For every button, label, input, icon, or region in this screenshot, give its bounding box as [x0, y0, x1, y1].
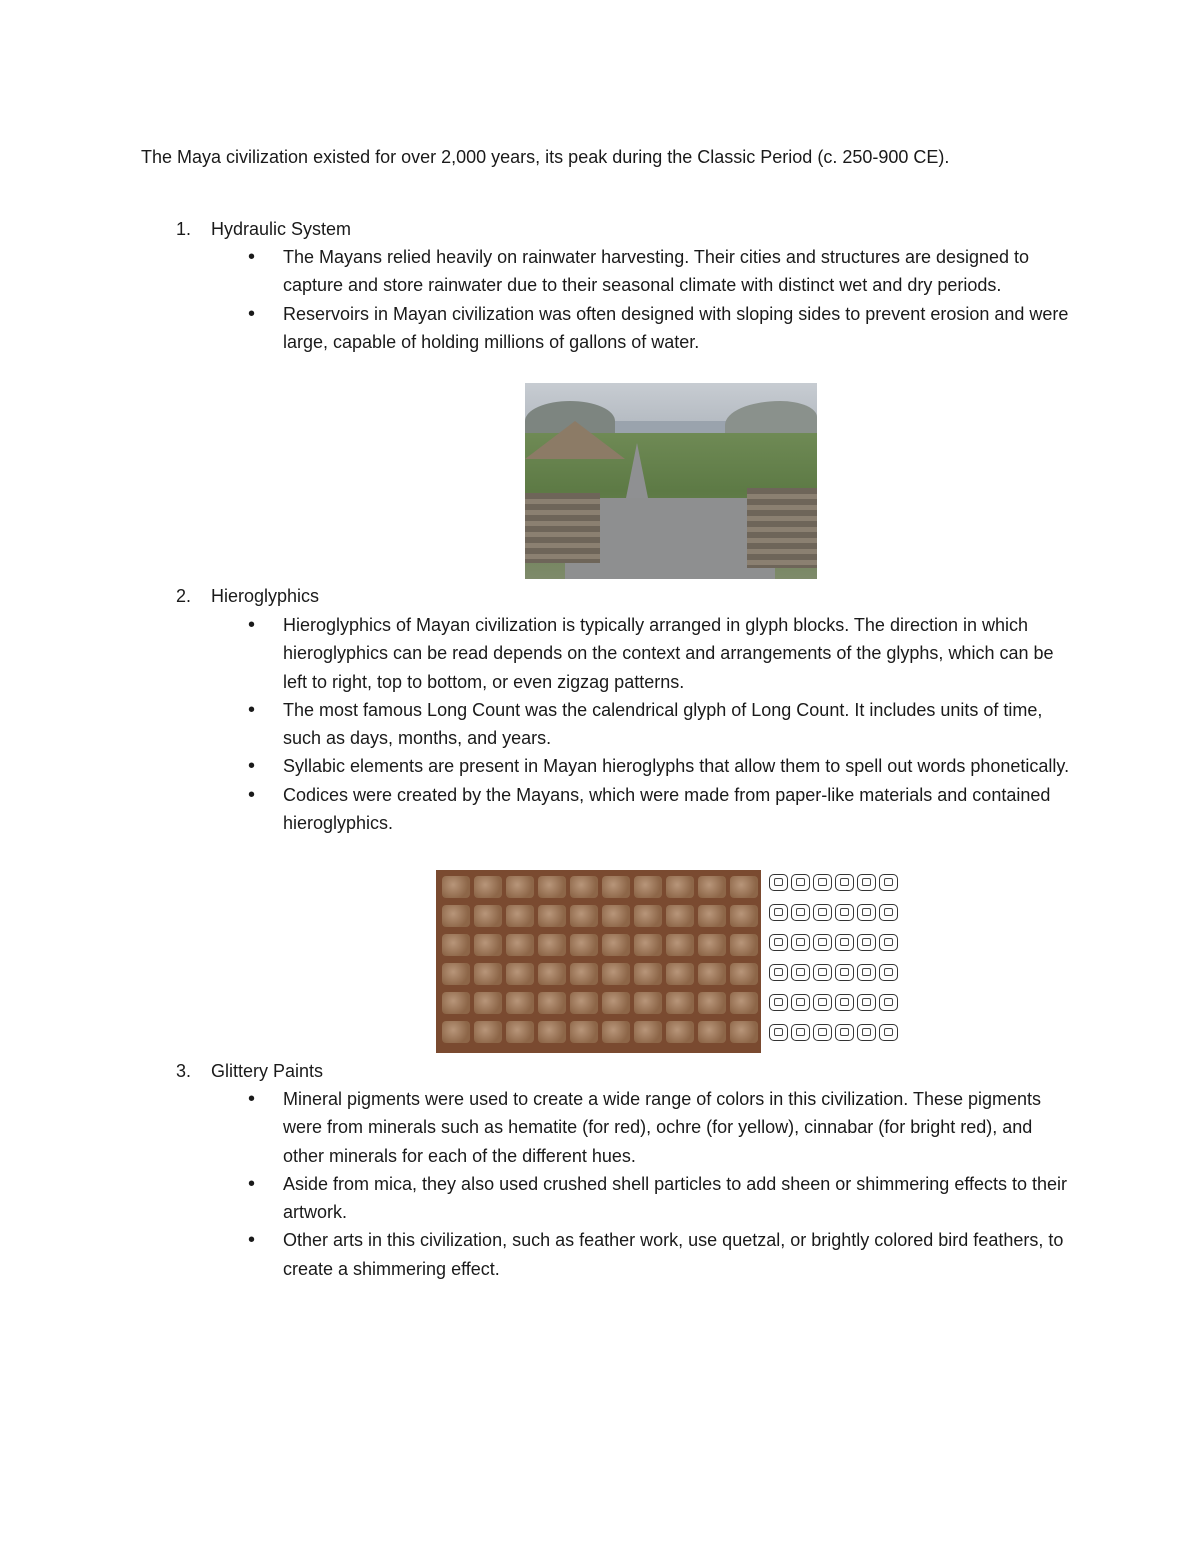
- glyph-block: [634, 992, 662, 1014]
- glyph-block: [698, 1021, 726, 1043]
- glyph-symbol: [835, 994, 854, 1011]
- glyph-block: [570, 876, 598, 898]
- glyph-block: [570, 963, 598, 985]
- glyph-block: [570, 905, 598, 927]
- glyph-block: [634, 963, 662, 985]
- section-heading-hydraulic: [176, 215, 351, 243]
- glyph-block: [538, 1021, 566, 1043]
- glyph-block: [570, 934, 598, 956]
- glyph-symbol: [769, 994, 788, 1011]
- glyph-block: [602, 1021, 630, 1043]
- glyph-block: [442, 963, 470, 985]
- glyph-block: [442, 992, 470, 1014]
- bullet-list-hieroglyphics: [248, 611, 1078, 837]
- glyph-block: [602, 876, 630, 898]
- glyph-block: [506, 963, 534, 985]
- bullet-list-hydraulic: [248, 243, 1078, 356]
- glyph-symbol: [791, 904, 810, 921]
- glyph-symbol: [857, 994, 876, 1011]
- glyph-block: [474, 934, 502, 956]
- glyph-block: [666, 905, 694, 927]
- glyph-symbol: [879, 934, 898, 951]
- glyph-symbol: [879, 1024, 898, 1041]
- glyph-symbol: [791, 934, 810, 951]
- glyph-block: [538, 905, 566, 927]
- list-item: • Reservoirs in Mayan civilization was often designed with sloping sides to prevent erosion and were large, capable of holding millions of gallons of water.: [248, 300, 1078, 357]
- section-title: Glittery Paints: [211, 1061, 324, 1081]
- glyph-symbol: [791, 1024, 810, 1041]
- glyph-block: [442, 876, 470, 898]
- glyph-block: [602, 963, 630, 985]
- glyph-symbol: [813, 874, 832, 891]
- list-item: • Mineral pigments were used to create a wide range of colors in this civilization. These pigments were from minerals such as hematite (for red), ochre (for yellow), cinnabar (for bright red), and other minerals for each of the different hues.: [248, 1085, 1078, 1170]
- glyph-symbol: [879, 964, 898, 981]
- glyph-block: [538, 934, 566, 956]
- glyph-block: [506, 992, 534, 1014]
- glyph-block: [698, 963, 726, 985]
- section-number: 1.: [176, 219, 192, 239]
- list-item: • Hieroglyphics of Mayan civilization is typically arranged in glyph blocks. The direction in which hieroglyphics can be read depends on the context and arrangements of the glyphs, which can be left to right, top to bottom, or even zigzag patterns.: [248, 611, 1078, 696]
- glyph-block: [474, 992, 502, 1014]
- section-title: Hydraulic System: [211, 219, 352, 239]
- glyph-block: [442, 905, 470, 927]
- glyph-block: [602, 905, 630, 927]
- glyph-symbol: [857, 904, 876, 921]
- list-item: • Syllabic elements are present in Mayan hieroglyphs that allow them to spell out words phonetically.: [248, 752, 1078, 780]
- glyph-symbol: [857, 1024, 876, 1041]
- bullet-list-glittery-paints: [248, 1085, 1078, 1283]
- section-heading-glittery-paints: [176, 1057, 323, 1085]
- glyph-block: [698, 905, 726, 927]
- glyph-symbol: [835, 874, 854, 891]
- glyph-block: [474, 905, 502, 927]
- list-item: • Other arts in this civilization, such as feather work, use quetzal, or brightly colored bird feathers, to create a shimmering effect.: [248, 1226, 1078, 1283]
- glyph-block: [506, 934, 534, 956]
- glyph-symbol: [813, 934, 832, 951]
- list-item: • The most famous Long Count was the calendrical glyph of Long Count. It includes units of time, such as days, months, and years.: [248, 696, 1078, 753]
- glyph-block: [506, 876, 534, 898]
- list-item: • Codices were created by the Mayans, which were made from paper-like materials and contained hieroglyphics.: [248, 781, 1078, 838]
- glyph-block: [730, 876, 758, 898]
- glyph-symbol: [879, 904, 898, 921]
- glyph-symbol: [791, 964, 810, 981]
- glyph-symbol: [791, 874, 810, 891]
- glyph-block: [570, 992, 598, 1014]
- glyph-block: [698, 876, 726, 898]
- glyph-block: [602, 992, 630, 1014]
- glyph-block: [474, 876, 502, 898]
- glyph-block: [634, 1021, 662, 1043]
- glyph-block: [666, 1021, 694, 1043]
- glyph-symbol: [879, 874, 898, 891]
- glyph-block: [730, 934, 758, 956]
- glyph-block: [538, 992, 566, 1014]
- glyph-symbol: [857, 874, 876, 891]
- glyph-block: [730, 963, 758, 985]
- teotihuacan-photo: [525, 383, 817, 579]
- glyph-block: [730, 992, 758, 1014]
- section-number: 3.: [176, 1061, 192, 1081]
- glyph-symbol: [813, 994, 832, 1011]
- glyph-symbol: [835, 964, 854, 981]
- section-number: 2.: [176, 586, 192, 606]
- glyph-block: [634, 905, 662, 927]
- glyph-block: [634, 934, 662, 956]
- glyph-symbol: [813, 904, 832, 921]
- glyph-block: [442, 1021, 470, 1043]
- glyph-blocks-photo: [436, 870, 761, 1053]
- glyph-block: [666, 992, 694, 1014]
- glyph-block: [698, 992, 726, 1014]
- section-heading-hieroglyphics: [176, 582, 319, 610]
- glyph-block: [730, 1021, 758, 1043]
- glyph-block: [506, 905, 534, 927]
- glyph-symbol: [769, 874, 788, 891]
- glyph-block: [538, 963, 566, 985]
- glyph-block: [666, 934, 694, 956]
- glyph-symbol: [835, 1024, 854, 1041]
- glyph-block: [634, 876, 662, 898]
- list-item: • Aside from mica, they also used crushed shell particles to add sheen or shimmering effects to their artwork.: [248, 1170, 1078, 1227]
- glyph-block: [474, 963, 502, 985]
- glyph-block: [602, 934, 630, 956]
- glyph-symbol: [857, 934, 876, 951]
- glyph-symbol: [835, 904, 854, 921]
- glyph-block: [442, 934, 470, 956]
- glyph-chart-drawing: [765, 870, 905, 1053]
- intro-paragraph: The Maya civilization existed for over 2,000 years, its peak during the Classic Period (c. 250-900 CE).: [141, 147, 950, 167]
- glyph-symbol: [813, 1024, 832, 1041]
- glyph-block: [730, 905, 758, 927]
- glyph-block: [666, 876, 694, 898]
- section-title: Hieroglyphics: [211, 586, 320, 606]
- glyph-symbol: [813, 964, 832, 981]
- glyph-block: [570, 1021, 598, 1043]
- glyph-symbol: [769, 934, 788, 951]
- glyph-block: [506, 1021, 534, 1043]
- glyph-block: [666, 963, 694, 985]
- glyph-symbol: [769, 1024, 788, 1041]
- glyph-symbol: [791, 994, 810, 1011]
- glyph-symbol: [879, 994, 898, 1011]
- glyph-symbol: [857, 964, 876, 981]
- glyph-symbol: [769, 904, 788, 921]
- list-item: • The Mayans relied heavily on rainwater harvesting. Their cities and structures are designed to capture and store rainwater due to their seasonal climate with distinct wet and dry periods.: [248, 243, 1078, 300]
- glyph-block: [698, 934, 726, 956]
- glyph-block: [538, 876, 566, 898]
- glyph-symbol: [835, 934, 854, 951]
- glyph-block: [474, 1021, 502, 1043]
- glyph-symbol: [769, 964, 788, 981]
